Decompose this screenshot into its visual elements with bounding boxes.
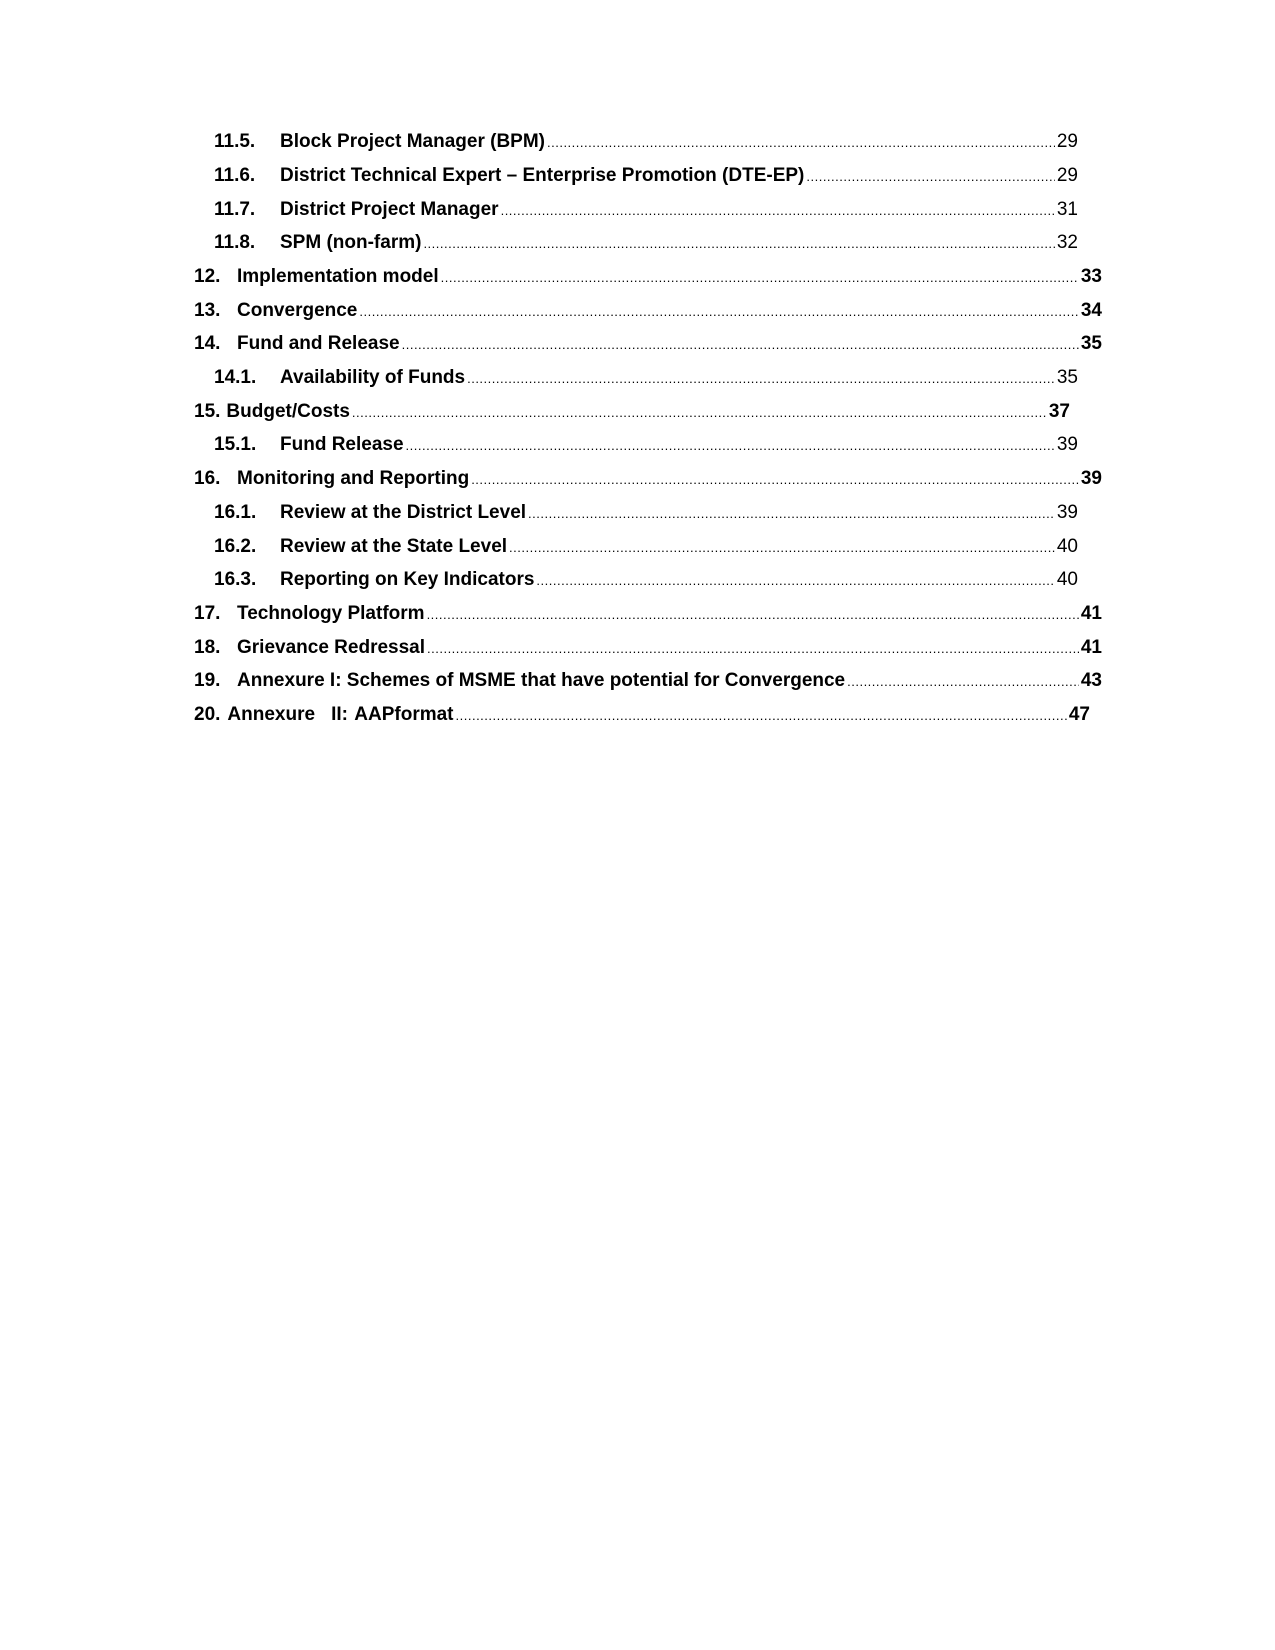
toc-entry-title: Monitoring and Reporting <box>237 468 470 489</box>
toc-entry-number: 14. <box>194 333 221 354</box>
toc-entry-14-1[interactable] <box>214 366 1078 391</box>
toc-entry-12[interactable] <box>194 265 1102 290</box>
toc-entry-number: 16.1. <box>214 502 257 523</box>
toc-entry-page: 39 <box>1080 468 1102 489</box>
toc-entry-page: 32 <box>1056 232 1078 253</box>
dot-leader <box>847 670 1079 694</box>
toc-entry-number: 11.6. <box>214 165 256 186</box>
toc-entry-page: 40 <box>1056 569 1078 590</box>
toc-entry-title: Fund Release <box>280 434 404 455</box>
toc-entry-page: 35 <box>1056 367 1078 388</box>
dot-leader <box>547 131 1055 155</box>
dot-leader <box>467 367 1055 391</box>
toc-entry-title: Review at the District Level <box>280 502 527 523</box>
toc-entry-page: 39 <box>1056 502 1078 523</box>
dot-leader <box>359 300 1078 324</box>
toc-entry-number: 17. <box>194 603 221 624</box>
toc-entry-number: 11.5. <box>214 131 256 152</box>
toc-entry-number: 18. <box>194 637 221 658</box>
toc-entry-number: 16. <box>194 468 221 489</box>
toc-entry-number: 15.1. <box>214 434 257 455</box>
toc-entry-16-1[interactable] <box>214 501 1078 526</box>
toc-entry-20[interactable] <box>194 703 1090 728</box>
toc-entry-page: 37 <box>1048 401 1070 422</box>
dot-leader <box>402 333 1079 357</box>
dot-leader <box>441 266 1079 290</box>
toc-entry-title: SPM (non-farm) <box>280 232 422 253</box>
dot-leader <box>806 165 1054 189</box>
toc-entry-page: 39 <box>1056 434 1078 455</box>
dot-leader <box>352 401 1047 425</box>
dot-leader <box>509 536 1055 560</box>
toc-entry-17[interactable] <box>194 602 1102 627</box>
toc-entry-number: 14.1. <box>214 367 257 388</box>
toc-entry-title: Budget/Costs <box>226 401 350 422</box>
toc-entry-number: 13. <box>194 300 221 321</box>
toc-entry-page: 41 <box>1080 637 1102 658</box>
dot-leader <box>427 637 1079 661</box>
dot-leader <box>456 704 1067 728</box>
dot-leader <box>427 603 1079 627</box>
toc-entry-number: 16.2. <box>214 536 257 557</box>
toc-entry-title: Convergence <box>237 300 358 321</box>
toc-entry-page: 33 <box>1080 266 1102 287</box>
toc-entry-11-8[interactable] <box>214 231 1078 256</box>
toc-entry-title: Implementation model <box>237 266 439 287</box>
table-of-contents <box>0 0 1275 760</box>
toc-entry-title-part: Annexure <box>227 704 316 725</box>
toc-entry-number: 11.7. <box>214 199 256 220</box>
toc-entry-title-part: II: <box>331 704 348 725</box>
toc-entry-title: Annexure I: Schemes of MSME that have potential for Convergence <box>237 670 846 691</box>
toc-entry-number: 15. <box>194 401 221 422</box>
toc-entry-title: District Technical Expert – Enterprise Promotion (DTE-EP) <box>280 165 805 186</box>
toc-entry-page: 41 <box>1080 603 1102 624</box>
toc-entry-14[interactable] <box>194 332 1102 357</box>
toc-entry-page: 29 <box>1056 131 1078 152</box>
toc-entry-page: 47 <box>1068 704 1090 725</box>
toc-entry-19[interactable] <box>194 669 1102 694</box>
toc-entry-page: 35 <box>1080 333 1102 354</box>
dot-leader <box>423 232 1054 256</box>
toc-entry-18[interactable] <box>194 636 1102 661</box>
dot-leader <box>471 468 1079 492</box>
dot-leader <box>406 434 1055 458</box>
toc-entry-11-6[interactable] <box>214 164 1078 189</box>
toc-entry-page: 31 <box>1056 199 1078 220</box>
dot-leader <box>528 502 1055 526</box>
toc-entry-number: 12. <box>194 266 221 287</box>
toc-entry-number: 16.3. <box>214 569 257 590</box>
toc-entry-11-7[interactable] <box>214 198 1078 223</box>
toc-entry-15-1[interactable] <box>214 433 1078 458</box>
toc-entry-13[interactable] <box>194 299 1102 324</box>
dot-leader <box>536 569 1054 593</box>
toc-entry-title: Fund and Release <box>237 333 400 354</box>
toc-entry-15[interactable] <box>194 400 1070 425</box>
toc-entry-title: Technology Platform <box>237 603 425 624</box>
toc-entry-title: Availability of Funds <box>280 367 466 388</box>
toc-entry-11-5[interactable] <box>214 130 1078 155</box>
toc-entry-number: 20. <box>194 704 221 725</box>
toc-entry-16-3[interactable] <box>214 568 1078 593</box>
toc-entry-title: Block Project Manager (BPM) <box>280 131 545 152</box>
toc-entry-page: 29 <box>1056 165 1078 186</box>
dot-leader <box>501 199 1055 223</box>
toc-entry-title: Grievance Redressal <box>237 637 426 658</box>
toc-entry-title: Review at the State Level <box>280 536 508 557</box>
toc-entry-page: 34 <box>1080 300 1102 321</box>
toc-entry-16[interactable] <box>194 467 1102 492</box>
toc-entry-title: Reporting on Key Indicators <box>280 569 535 590</box>
toc-entry-title: District Project Manager <box>280 199 499 220</box>
toc-entry-title-part: AAPformat <box>354 704 454 725</box>
toc-entry-number: 11.8. <box>214 232 256 253</box>
toc-entry-page: 40 <box>1056 536 1078 557</box>
toc-entry-16-2[interactable] <box>214 535 1078 560</box>
toc-entry-page: 43 <box>1080 670 1102 691</box>
toc-entry-number: 19. <box>194 670 221 691</box>
